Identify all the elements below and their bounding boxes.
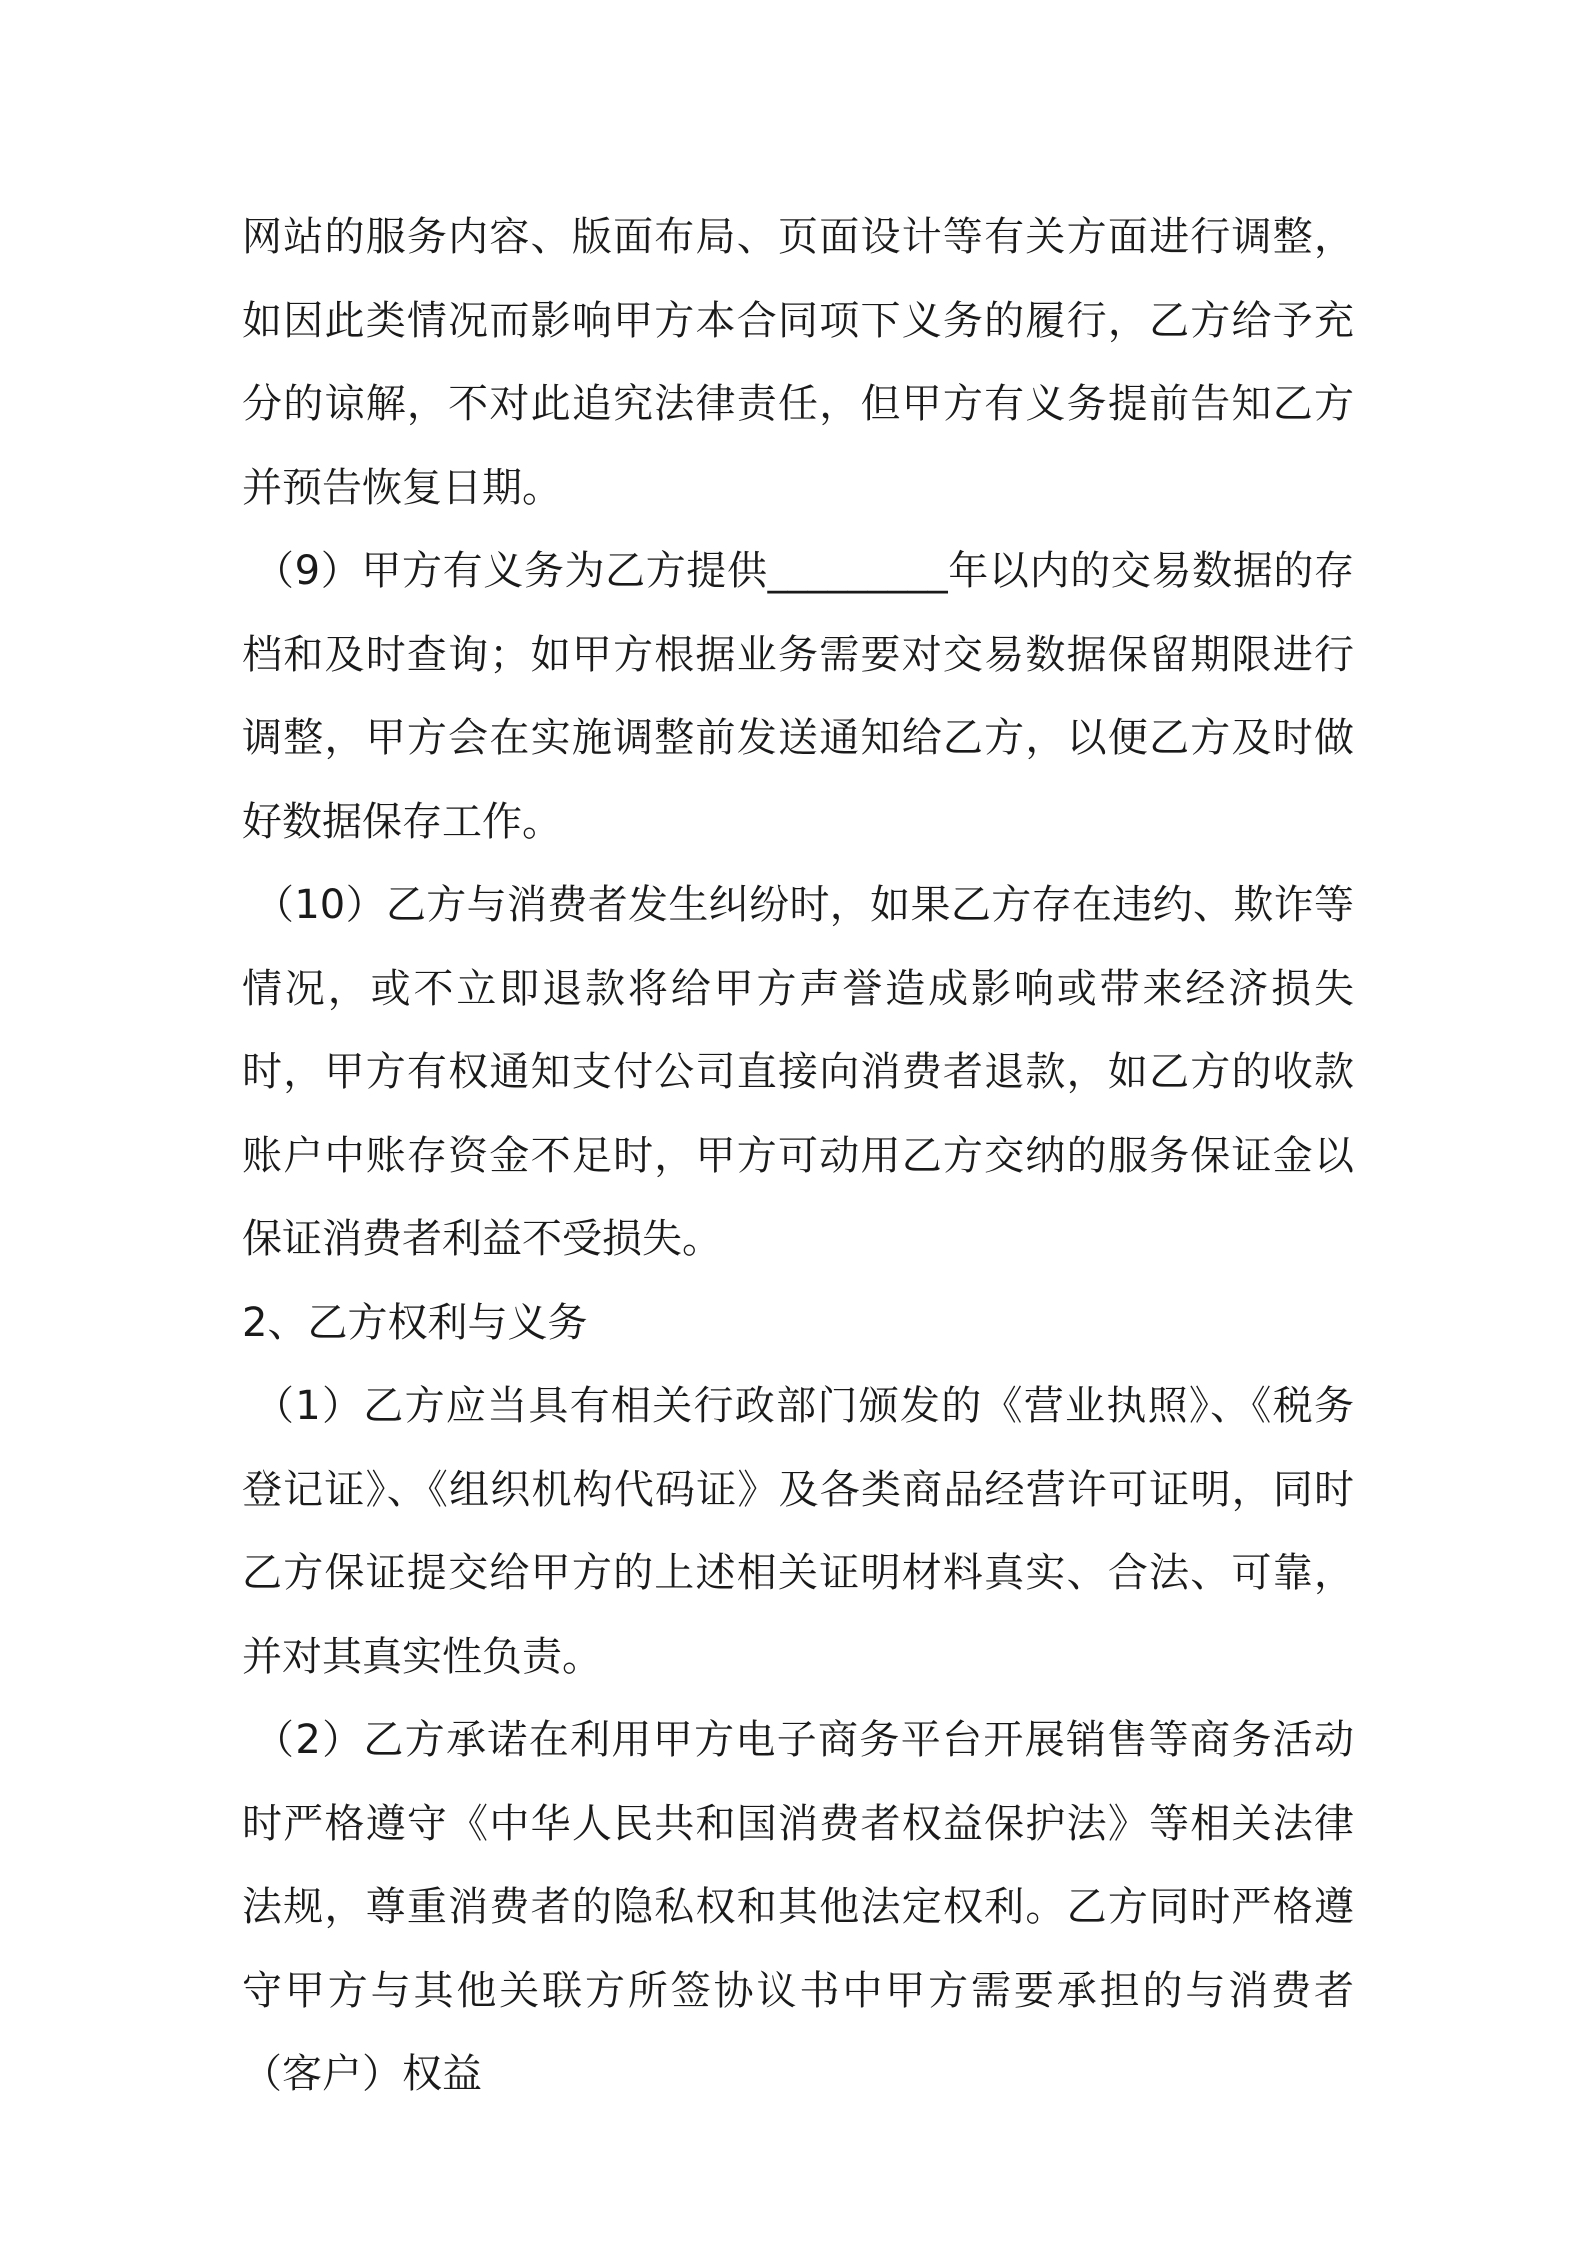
document-body	[242, 196, 1354, 2117]
paragraph-clause-10: （10）乙方与消费者发生纠纷时，如果乙方存在违约、欺诈等情况，或不立即退款将给甲方声誉造成影响或带来经济损失时，甲方有权通知支付公司直接向消费者退款，如乙方的收款账户中账存资金不足时，甲方可动用乙方交纳的服务保证金以保证消费者利益不受损失。	[242, 882, 1354, 1262]
section-heading-party-b-rights: 2、乙方权利与义务	[242, 1299, 588, 1346]
paragraph-continued: 网站的服务内容、版面布局、页面设计等有关方面进行调整，如因此类情况而影响甲方本合同项下义务的履行，乙方给予充分的谅解，不对此追究法律责任，但甲方有义务提前告知乙方并预告恢复日期。	[242, 214, 1354, 511]
paragraph-clause-9: （9）甲方有义务为乙方提供_________年以内的交易数据的存档和及时查询；如甲方根据业务需要对交易数据保留期限进行调整，甲方会在实施调整前发送通知给乙方，以便乙方及时做好数据保存工作。	[242, 548, 1354, 845]
paragraph-clause-2-2: （2）乙方承诺在利用甲方电子商务平台开展销售等商务活动时严格遵守《中华人民共和国消费者权益保护法》等相关法律法规，尊重消费者的隐私权和其他法定权利。乙方同时严格遵守甲方与其他关联方所签协议书中甲方需要承担的与消费者（客户）权益	[242, 1717, 1354, 2097]
paragraph-clause-2-1: （1）乙方应当具有相关行政部门颁发的《营业执照》、《税务登记证》、《组织机构代码证》及各类商品经营许可证明，同时乙方保证提交给甲方的上述相关证明材料真实、合法、可靠，并对其真实性负责。	[242, 1383, 1354, 1680]
